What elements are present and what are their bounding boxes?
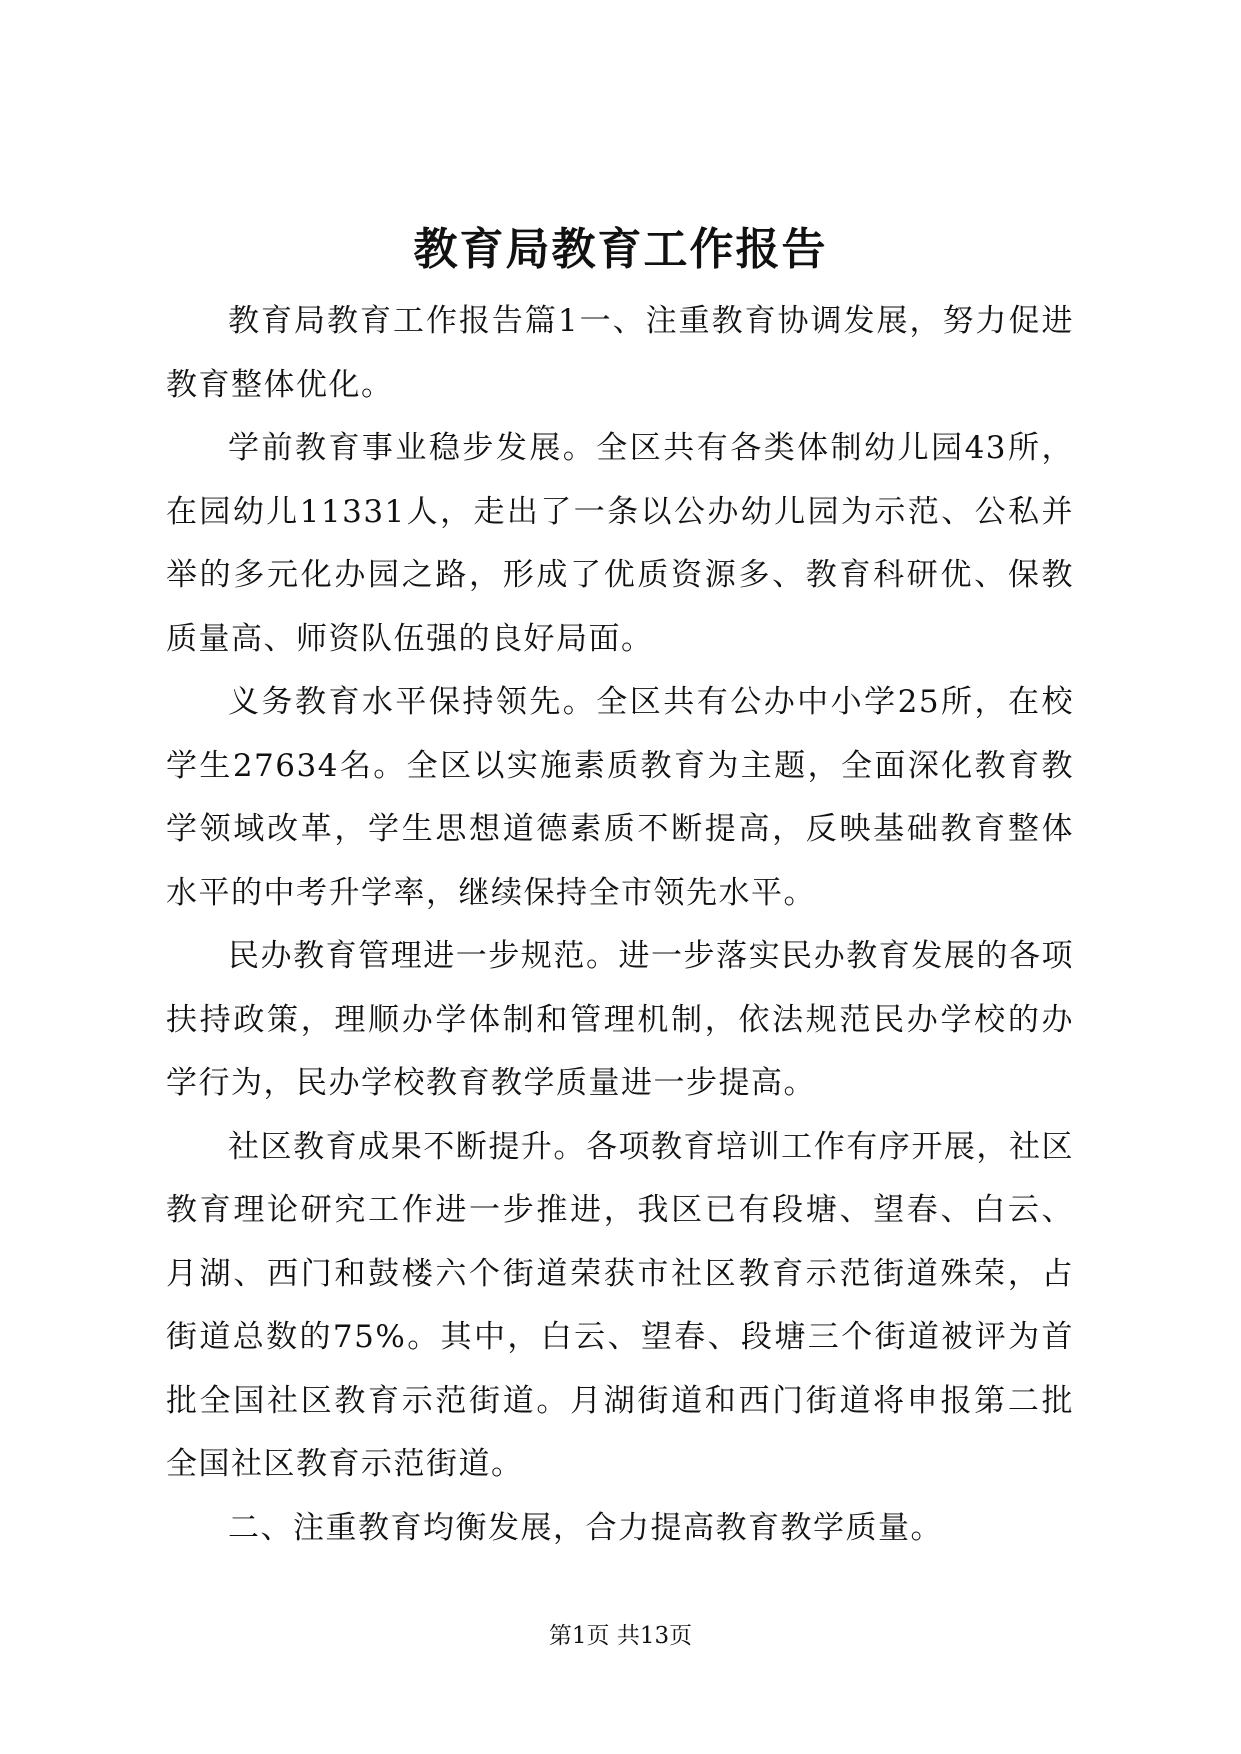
paragraph-5: 社区教育成果不断提升。各项教育培训工作有序开展，社区教育理论研究工作进一步推进，我区已有段塘、望春、白云、月湖、西门和鼓楼六个街道荣获市社区教育示范街道殊荣，占街道总数的75%。其中，白云、望春、段塘三个街道被评为首批全国社区教育示范街道。月湖街道和西门街道将申报第二批全国社区教育示范街道。 bbox=[166, 1128, 1074, 1482]
paragraph-1: 教育局教育工作报告篇1一、注重教育协调发展，努力促进教育整体优化。 bbox=[166, 303, 1074, 403]
document-body bbox=[166, 290, 1074, 1560]
paragraph-2: 学前教育事业稳步发展。全区共有各类体制幼儿园43所，在园幼儿11331人，走出了一条以公办幼儿园为示范、公私并举的多元化办园之路，形成了优质资源多、教育科研优、保教质量高、师资队伍强的良好局面。 bbox=[166, 430, 1074, 657]
paragraph-3: 义务教育水平保持领先。全区共有公办中小学25所，在校学生27634名。全区以实施素质教育为主题，全面深化教育教学领域改革，学生思想道德素质不断提高，反映基础教育整体水平的中考升学率，继续保持全市领先水平。 bbox=[166, 684, 1074, 911]
paragraph-4: 民办教育管理进一步规范。进一步落实民办教育发展的各项扶持政策，理顺办学体制和管理机制，依法规范民办学校的办学行为，民办学校教育教学质量进一步提高。 bbox=[166, 938, 1074, 1101]
page-number-footer: 第1页 共13页 bbox=[548, 1623, 693, 1649]
document-title: 教育局教育工作报告 bbox=[413, 224, 828, 275]
paragraph-6: 二、注重教育均衡发展，合力提高教育教学质量。 bbox=[228, 1509, 943, 1546]
